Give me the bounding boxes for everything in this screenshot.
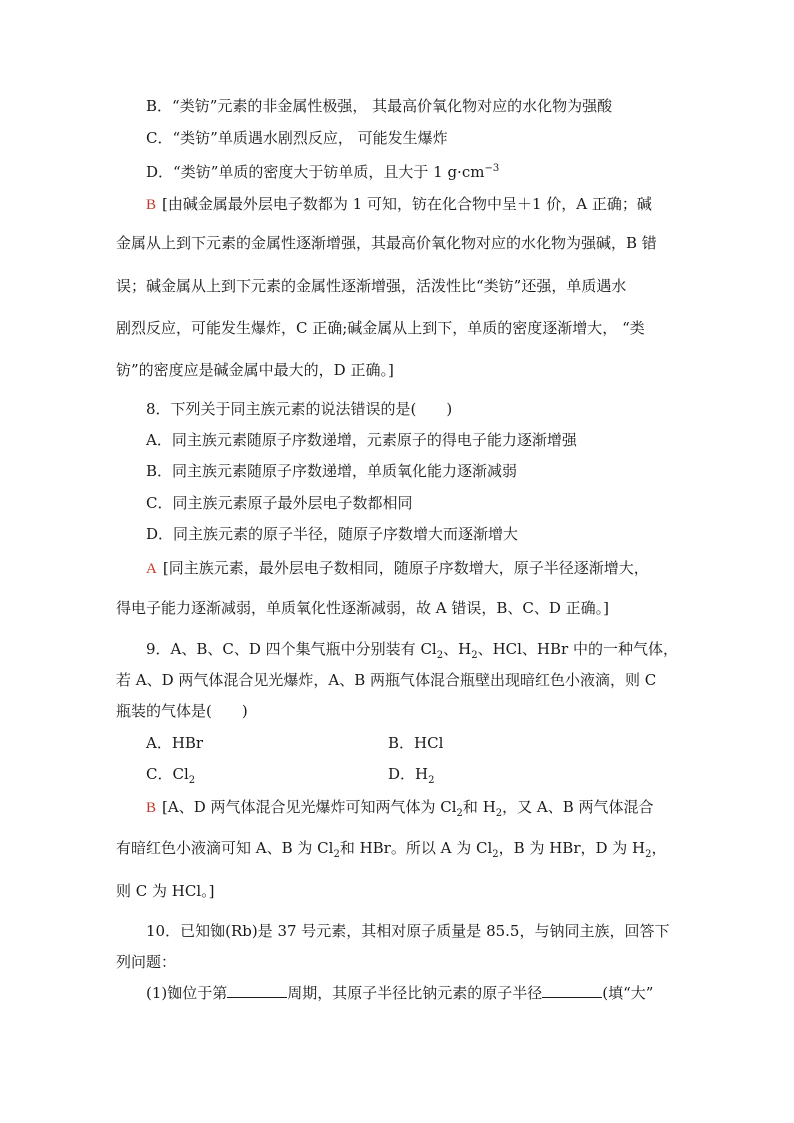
q9-explanation-text: 和 HBr。所以 A 为 Cl [339, 839, 493, 857]
q7-explanation-line-3: 误；碱金属从上到下元素的金属性逐渐增强，活泼性比“类钫”还强，单质遇水 [116, 277, 627, 295]
q8-option-d: D．同主族元素的原子半径，随原子序数增大而逐渐增大 [146, 525, 519, 543]
q7-explanation-text-1: [由碱金属最外层电子数都为 1 可知，钫在化合物中呈＋1 价，A 正确；碱 [162, 195, 652, 213]
q9-sub: 2 [645, 849, 652, 860]
q9-option-c [146, 765, 196, 786]
answer-blank[interactable] [542, 983, 602, 998]
q9-stem-line-2: 若 A、D 两气体混合见光爆炸，A、B 两瓶气体混合瓶壁出现暗红色小液滴，则 C [116, 671, 657, 689]
q9-explanation-text: ， [651, 839, 667, 857]
q9-explanation-text: 和 H [462, 798, 496, 816]
q7-explanation-line-4: 剧烈反应，可能发生爆炸，C 正确;碱金属从上到下，单质的密度逐渐增大， “类 [116, 319, 645, 337]
q7-explanation-line-5: 钫”的密度应是碱金属中最大的，D 正确。] [116, 361, 394, 379]
q10-stem-line-2: 列问题： [116, 953, 177, 971]
q9-stem-text-c: 、HCl、HBr 中的一种气体， [477, 640, 678, 658]
q7-answer: B [146, 197, 157, 213]
q9-sub: 2 [436, 650, 444, 661]
q10-stem-line-1: 10．已知铷(Rb)是 37 号元素，其相对原子质量是 85.5，与钠同主族，回答下 [146, 922, 670, 940]
q9-stem-text-a: 9．A、B、C、D 四个集气瓶中分别装有 Cl [146, 640, 437, 658]
q7-option-d [146, 159, 499, 182]
q9-option-d [388, 764, 434, 791]
answer-blank[interactable] [227, 983, 287, 998]
q7-explanation-line-2: 金属从上到下元素的金属性逐渐增强，其最高价氧化物对应的水化物为强碱，B 错 [116, 234, 657, 252]
q8-explanation-line-1 [146, 558, 649, 579]
q9-sub: 2 [495, 808, 503, 819]
q9-sub: 2 [492, 849, 499, 860]
q9-explanation-line-3: 则 C 为 HCl。] [116, 882, 215, 900]
q10-sub1-text-b: 周期，其原子半径比钠元素的原子半径 [287, 984, 543, 1002]
q7-option-d-text: D．“类钫”单质的密度大于钫单质，且大于 1 g·cm [146, 163, 485, 181]
q9-explanation-line-2 [116, 838, 667, 865]
q10-subquestion-1 [146, 983, 653, 1003]
q9-explanation-text: ，又 A、B 两气体混合 [502, 798, 654, 816]
q9-explanation-text: [A、D 两气体混合见光爆炸可知两气体为 Cl [162, 798, 457, 816]
q9-option-b: B．HCl [388, 734, 444, 752]
q8-option-c: C．同主族元素原子最外层电子数都相同 [146, 494, 413, 512]
q10-sub1-text-c: (填“大” [602, 984, 654, 1002]
q9-stem-text-b: 、H [443, 640, 472, 658]
q8-explanation-line-2: 得电子能力逐渐减弱，单质氧化性逐渐减弱，故 A 错误，B、C、D 正确。] [116, 599, 610, 617]
q9-explanation-line-1 [146, 797, 654, 824]
q9-sub: 2 [471, 650, 478, 661]
q7-explanation-line-1 [146, 194, 652, 215]
q9-option-d-text: D．H [388, 765, 429, 783]
q8-explanation-text-1: [同主族元素，最外层电子数相同，随原子序数增大，原子半径逐渐增大， [162, 559, 649, 577]
q7-option-c: C．“类钫”单质遇水剧烈反应， 可能发生爆炸 [146, 129, 448, 147]
q9-sub: 2 [428, 775, 435, 786]
q9-explanation-text: 有暗红色小液滴可知 A、B 为 Cl [116, 839, 334, 857]
q8-option-b: B．同主族元素随原子序数递增，单质氧化能力逐渐减弱 [146, 462, 518, 480]
q9-option-row-2 [146, 764, 435, 791]
q9-answer: B [146, 800, 157, 816]
q8-answer: A [146, 561, 157, 577]
q7-option-d-exponent: −3 [484, 163, 500, 174]
q9-option-c-text: C．Cl [146, 765, 189, 783]
q9-option-row-1 [146, 733, 444, 753]
q9-stem-line-1 [146, 639, 678, 666]
q9-sub: 2 [333, 849, 340, 860]
q8-stem: 8．下列关于同主族元素的说法错误的是( ) [146, 400, 453, 418]
q10-sub1-text-a: (1)铷位于第 [146, 984, 228, 1002]
q9-explanation-text: ，B 为 HBr，D 为 H [498, 839, 646, 857]
q8-option-a: A．同主族元素随原子序数递增，元素原子的得电子能力逐渐增强 [146, 431, 577, 449]
q9-option-a: A．HBr [146, 734, 204, 752]
q9-stem-line-3: 瓶装的气体是( ) [116, 702, 248, 720]
q9-sub: 2 [456, 808, 463, 819]
q9-sub: 2 [188, 775, 196, 786]
q7-option-b: B．“类钫”元素的非金属性极强， 其最高价氧化物对应的水化物为强酸 [146, 97, 613, 115]
